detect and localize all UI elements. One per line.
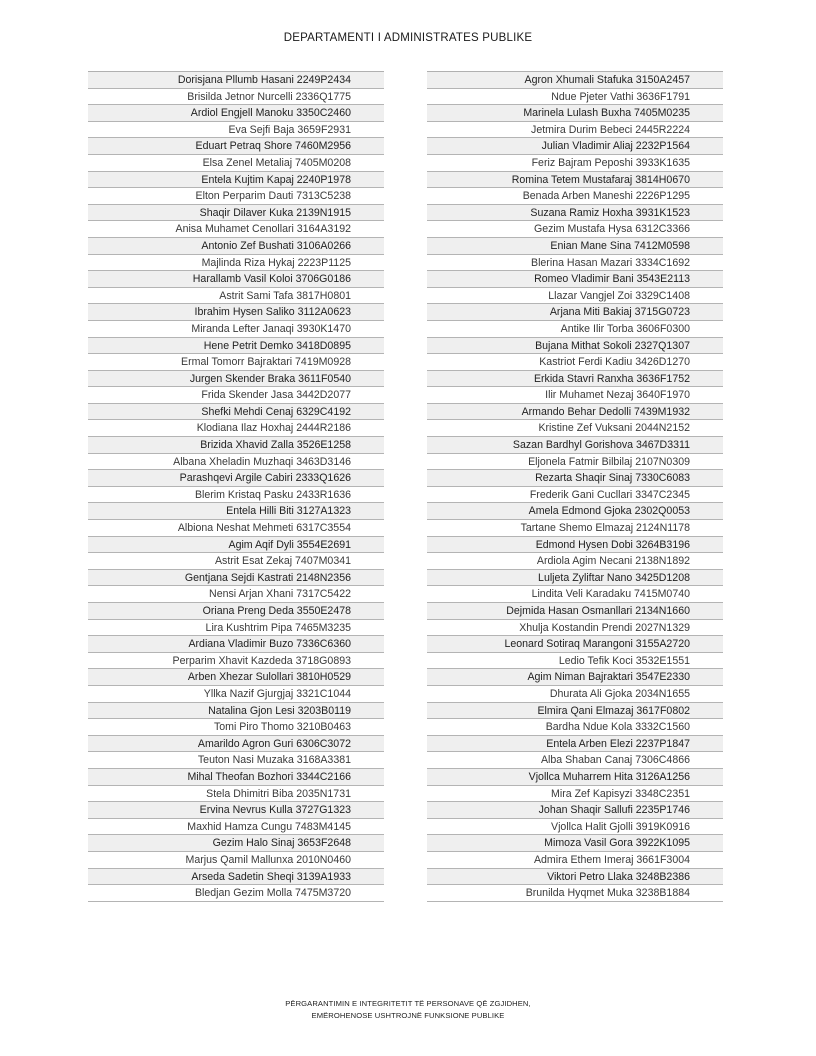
list-item: Elton Perparim Dauti 7313C5238 xyxy=(88,188,384,205)
list-item: Agim Aqif Dyli 3554E2691 xyxy=(88,537,384,554)
list-item: Vjollca Muharrem Hita 3126A1256 xyxy=(427,769,723,786)
list-item: Ledio Tefik Koci 3532E1551 xyxy=(427,653,723,670)
list-item: Antike Ilir Torba 3606F0300 xyxy=(427,321,723,338)
list-item: Leonard Sotiraq Marangoni 3155A2720 xyxy=(427,636,723,653)
list-item: Ilir Muhamet Nezaj 3640F1970 xyxy=(427,387,723,404)
list-item: Blerim Kristaq Pasku 2433R1636 xyxy=(88,487,384,504)
list-item: Klodiana Ilaz Hoxhaj 2444R2186 xyxy=(88,420,384,437)
list-item: Blerina Hasan Mazari 3334C1692 xyxy=(427,255,723,272)
list-item: Frederik Gani Cucllari 3347C2345 xyxy=(427,487,723,504)
list-item: Gezim Mustafa Hysa 6312C3366 xyxy=(427,221,723,238)
list-item: Kristine Zef Vuksani 2044N2152 xyxy=(427,420,723,437)
list-item: Albana Xheladin Muzhaqi 3463D3146 xyxy=(88,454,384,471)
list-item: Mira Zef Kapisyzi 3348C2351 xyxy=(427,786,723,803)
list-item: Mimoza Vasil Gora 3922K1095 xyxy=(427,835,723,852)
list-item: Ndue Pjeter Vathi 3636F1791 xyxy=(427,89,723,106)
list-item: Perparim Xhavit Kazdeda 3718G0893 xyxy=(88,653,384,670)
list-item: Jurgen Skender Braka 3611F0540 xyxy=(88,371,384,388)
list-item: Elmira Qani Elmazaj 3617F0802 xyxy=(427,703,723,720)
list-item: Entela Arben Elezi 2237P1847 xyxy=(427,736,723,753)
list-item: Frida Skender Jasa 3442D2077 xyxy=(88,387,384,404)
list-item: Antonio Zef Bushati 3106A0266 xyxy=(88,238,384,255)
list-item: Tomi Piro Thomo 3210B0463 xyxy=(88,719,384,736)
list-item: Brisilda Jetnor Nurcelli 2336Q1775 xyxy=(88,89,384,106)
list-item: Entela Kujtim Kapaj 2240P1978 xyxy=(88,172,384,189)
list-item: Viktori Petro Llaka 3248B2386 xyxy=(427,869,723,886)
list-item: Amarildo Agron Guri 6306C3072 xyxy=(88,736,384,753)
list-item: Bujana Mithat Sokoli 2327Q1307 xyxy=(427,338,723,355)
list-item: Shaqir Dilaver Kuka 2139N1915 xyxy=(88,205,384,222)
list-item: Ardiola Agim Necani 2138N1892 xyxy=(427,553,723,570)
list-item: Ibrahim Hysen Saliko 3112A0623 xyxy=(88,304,384,321)
list-item: Alba Shaban Canaj 7306C4866 xyxy=(427,752,723,769)
list-item: Armando Behar Dedolli 7439M1932 xyxy=(427,404,723,421)
list-item: Entela Hilli Biti 3127A1323 xyxy=(88,503,384,520)
footer-line-2: EMËROHENOSE USHTROJNË FUNKSIONE PUBLIKE xyxy=(311,1011,505,1020)
list-item: Rezarta Shaqir Sinaj 7330C6083 xyxy=(427,470,723,487)
list-item: Dhurata Ali Gjoka 2034N1655 xyxy=(427,686,723,703)
list-item: Admira Ethem Imeraj 3661F3004 xyxy=(427,852,723,869)
list-item: Astrit Sami Tafa 3817H0801 xyxy=(88,288,384,305)
list-item: Gezim Halo Sinaj 3653F2648 xyxy=(88,835,384,852)
list-item: Yllka Nazif Gjurgjaj 3321C1044 xyxy=(88,686,384,703)
list-item: Eva Sejfi Baja 3659F2931 xyxy=(88,122,384,139)
list-item: Bledjan Gezim Molla 7475M3720 xyxy=(88,885,384,902)
list-item: Luljeta Zyliftar Nano 3425D1208 xyxy=(427,570,723,587)
list-item: Shefki Mehdi Cenaj 6329C4192 xyxy=(88,404,384,421)
list-item: Maxhid Hamza Cungu 7483M4145 xyxy=(88,819,384,836)
left-name-list xyxy=(88,71,384,902)
list-item: Elsa Zenel Metaliaj 7405M0208 xyxy=(88,155,384,172)
list-item: Brunilda Hyqmet Muka 3238B1884 xyxy=(427,885,723,902)
list-item: Enian Mane Sina 7412M0598 xyxy=(427,238,723,255)
page-title: DEPARTAMENTI I ADMINISTRATES PUBLIKE xyxy=(283,32,533,44)
list-item: Miranda Lefter Janaqi 3930K1470 xyxy=(88,321,384,338)
list-item: Lira Kushtrim Pipa 7465M3235 xyxy=(88,620,384,637)
list-item: Xhulja Kostandin Prendi 2027N1329 xyxy=(427,620,723,637)
list-item: Arjana Miti Bakiaj 3715G0723 xyxy=(427,304,723,321)
list-item: Kastriot Ferdi Kadiu 3426D1270 xyxy=(427,354,723,371)
list-item: Gentjana Sejdi Kastrati 2148N2356 xyxy=(88,570,384,587)
right-name-list xyxy=(427,71,723,902)
list-item: Feriz Bajram Peposhi 3933K1635 xyxy=(427,155,723,172)
list-item: Ardiol Engjell Manoku 3350C2460 xyxy=(88,105,384,122)
list-item: Stela Dhimitri Biba 2035N1731 xyxy=(88,786,384,803)
list-item: Tartane Shemo Elmazaj 2124N1178 xyxy=(427,520,723,537)
list-item: Suzana Ramiz Hoxha 3931K1523 xyxy=(427,205,723,222)
list-item: Marinela Lulash Buxha 7405M0235 xyxy=(427,105,723,122)
list-item: Parashqevi Argile Cabiri 2333Q1626 xyxy=(88,470,384,487)
list-item: Edmond Hysen Dobi 3264B3196 xyxy=(427,537,723,554)
list-item: Dejmida Hasan Osmanllari 2134N1660 xyxy=(427,603,723,620)
list-item: Lindita Veli Karadaku 7415M0740 xyxy=(427,586,723,603)
list-item: Nensi Arjan Xhani 7317C5422 xyxy=(88,586,384,603)
list-item: Eduart Petraq Shore 7460M2956 xyxy=(88,138,384,155)
list-item: Ardiana Vladimir Buzo 7336C6360 xyxy=(88,636,384,653)
footer-line-1: PËRGARANTIMIN E INTEGRITETIT TË PERSONAVE QË ZGJIDHEN, xyxy=(285,999,531,1008)
list-item: Llazar Vangjel Zoi 3329C1408 xyxy=(427,288,723,305)
list-item: Natalina Gjon Lesi 3203B0119 xyxy=(88,703,384,720)
list-item: Arseda Sadetin Sheqi 3139A1933 xyxy=(88,869,384,886)
list-item: Brizida Xhavid Zalla 3526E1258 xyxy=(88,437,384,454)
list-item: Amela Edmond Gjoka 2302Q0053 xyxy=(427,503,723,520)
list-item: Dorisjana Pllumb Hasani 2249P2434 xyxy=(88,72,384,89)
list-item: Eljonela Fatmir Bilbilaj 2107N0309 xyxy=(427,454,723,471)
list-item: Majlinda Riza Hykaj 2223P1125 xyxy=(88,255,384,272)
list-item: Agim Niman Bajraktari 3547E2330 xyxy=(427,669,723,686)
list-item: Arben Xhezar Sulollari 3810H0529 xyxy=(88,669,384,686)
list-item: Romina Tetem Mustafaraj 3814H0670 xyxy=(427,172,723,189)
list-item: Harallamb Vasil Koloi 3706G0186 xyxy=(88,271,384,288)
list-item: Mihal Theofan Bozhori 3344C2166 xyxy=(88,769,384,786)
list-item: Romeo Vladimir Bani 3543E2113 xyxy=(427,271,723,288)
list-item: Vjollca Halit Gjolli 3919K0916 xyxy=(427,819,723,836)
list-item: Hene Petrit Demko 3418D0895 xyxy=(88,338,384,355)
list-item: Ermal Tomorr Bajraktari 7419M0928 xyxy=(88,354,384,371)
list-item: Benada Arben Maneshi 2226P1295 xyxy=(427,188,723,205)
list-item: Erkida Stavri Ranxha 3636F1752 xyxy=(427,371,723,388)
list-item: Astrit Esat Zekaj 7407M0341 xyxy=(88,553,384,570)
list-item: Albiona Neshat Mehmeti 6317C3554 xyxy=(88,520,384,537)
list-item: Jetmira Durim Bebeci 2445R2224 xyxy=(427,122,723,139)
footer xyxy=(0,998,816,1022)
list-item: Johan Shaqir Sallufi 2235P1746 xyxy=(427,802,723,819)
list-item: Marjus Qamil Mallunxa 2010N0460 xyxy=(88,852,384,869)
list-item: Agron Xhumali Stafuka 3150A2457 xyxy=(427,72,723,89)
list-item: Anisa Muhamet Cenollari 3164A3192 xyxy=(88,221,384,238)
list-item: Julian Vladimir Aliaj 2232P1564 xyxy=(427,138,723,155)
list-item: Sazan Bardhyl Gorishova 3467D3311 xyxy=(427,437,723,454)
list-item: Oriana Preng Deda 3550E2478 xyxy=(88,603,384,620)
list-item: Teuton Nasi Muzaka 3168A3381 xyxy=(88,752,384,769)
list-item: Ervina Nevrus Kulla 3727G1323 xyxy=(88,802,384,819)
list-item: Bardha Ndue Kola 3332C1560 xyxy=(427,719,723,736)
